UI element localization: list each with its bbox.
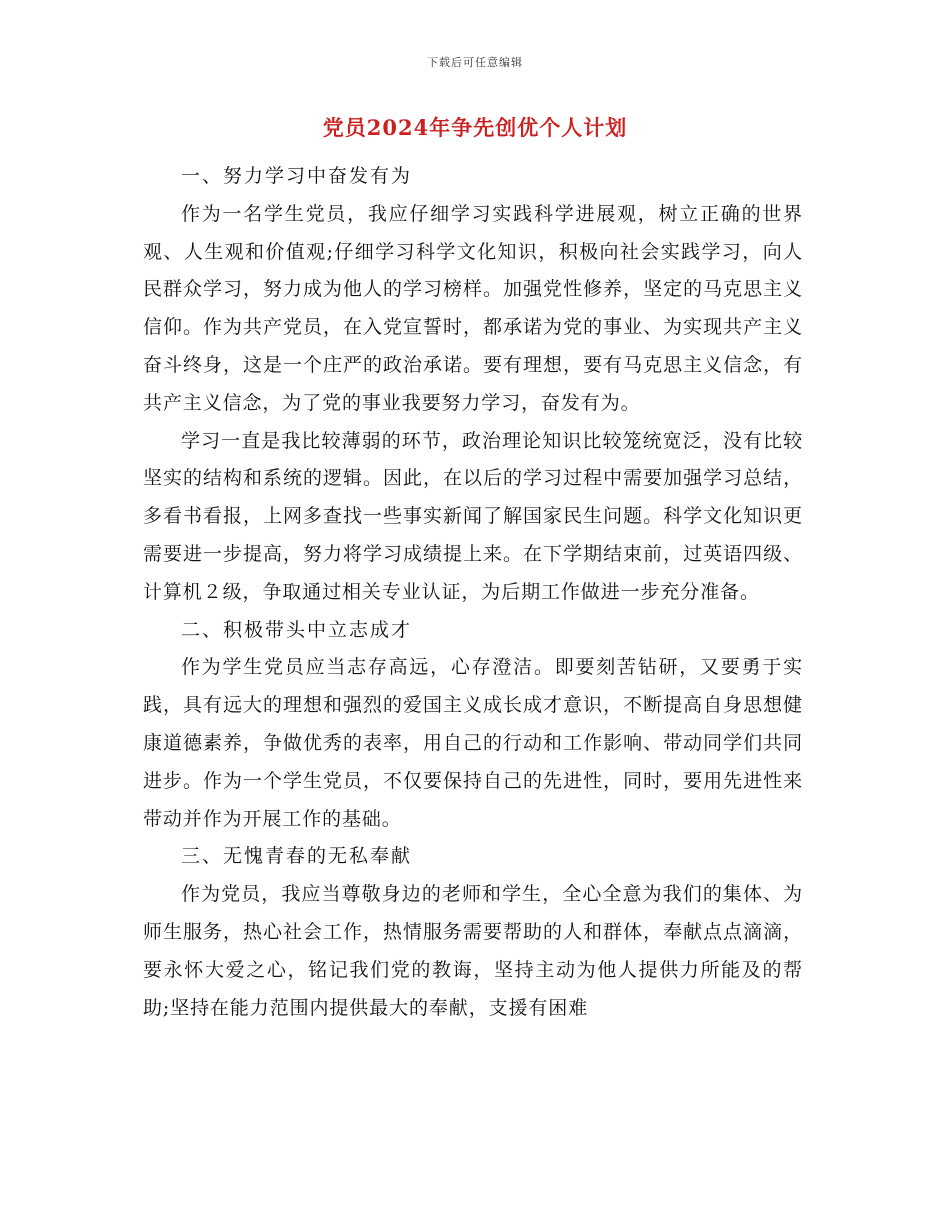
section-heading-2: 二、积极带头中立志成才	[181, 618, 413, 641]
section-heading-1: 一、努力学习中奋发有为	[181, 165, 413, 187]
document-title: 党员2024年争先创优个人计划	[322, 115, 628, 140]
paragraph: 学习一直是我比较薄弱的环节，政治理论知识比较笼统宽泛，没有比较坚实的结构和系统的逻辑。因此，在以后的学习过程中需要加强学习总结，多看书看报，上网多查找一些事实新闻了解国家民生问题。科学文化知识更需要进一步提高，努力将学习成绩提上来。在下学期结束前，过英语四级、计算机２级，争取通过相关专业认证，为后期工作做进一步充分准备。	[143, 429, 803, 603]
paragraph: 作为学生党员应当志存高远，心存澄洁。即要刻苦钻研，又要勇于实践，具有远大的理想和强烈的爱国主义成长成才意识，不断提高自身思想健康道德素养，争做优秀的表率，用自己的行动和工作影响、带动同学们共同进步。作为一个学生党员，不仅要保持自己的先进性，同时，要用先进性来带动并作为开展工作的基础。	[143, 656, 803, 830]
paragraph: 作为一名学生党员，我应仔细学习实践科学进展观，树立正确的世界观、人生观和价值观;仔细学习科学文化知识，积极向社会实践学习，向人民群众学习，努力成为他人的学习榜样。加强党性修养，坚定的马克思主义信仰。作为共产党员，在入党宣誓时，都承诺为党的事业、为实现共产主义奋斗终身，这是一个庄严的政治承诺。要有理想，要有马克思主义信念，有共产主义信念，为了党的事业我要努力学习，奋发有为。	[143, 202, 803, 414]
paragraph: 作为党员，我应当尊敬身边的老师和学生，全心全意为我们的集体、为师生服务，热心社会工作，热情服务需要帮助的人和群体，奉献点点滴滴，要永怀大爱之心，铭记我们党的教诲，坚持主动为他人提供力所能及的帮助;坚持在能力范围内提供最大的奉献，支援有困难	[143, 883, 803, 1019]
document-body	[143, 158, 803, 1027]
header-note: 下载后可任意编辑	[427, 56, 523, 69]
section-heading-3: 三、无愧青春的无私奉献	[181, 845, 413, 868]
